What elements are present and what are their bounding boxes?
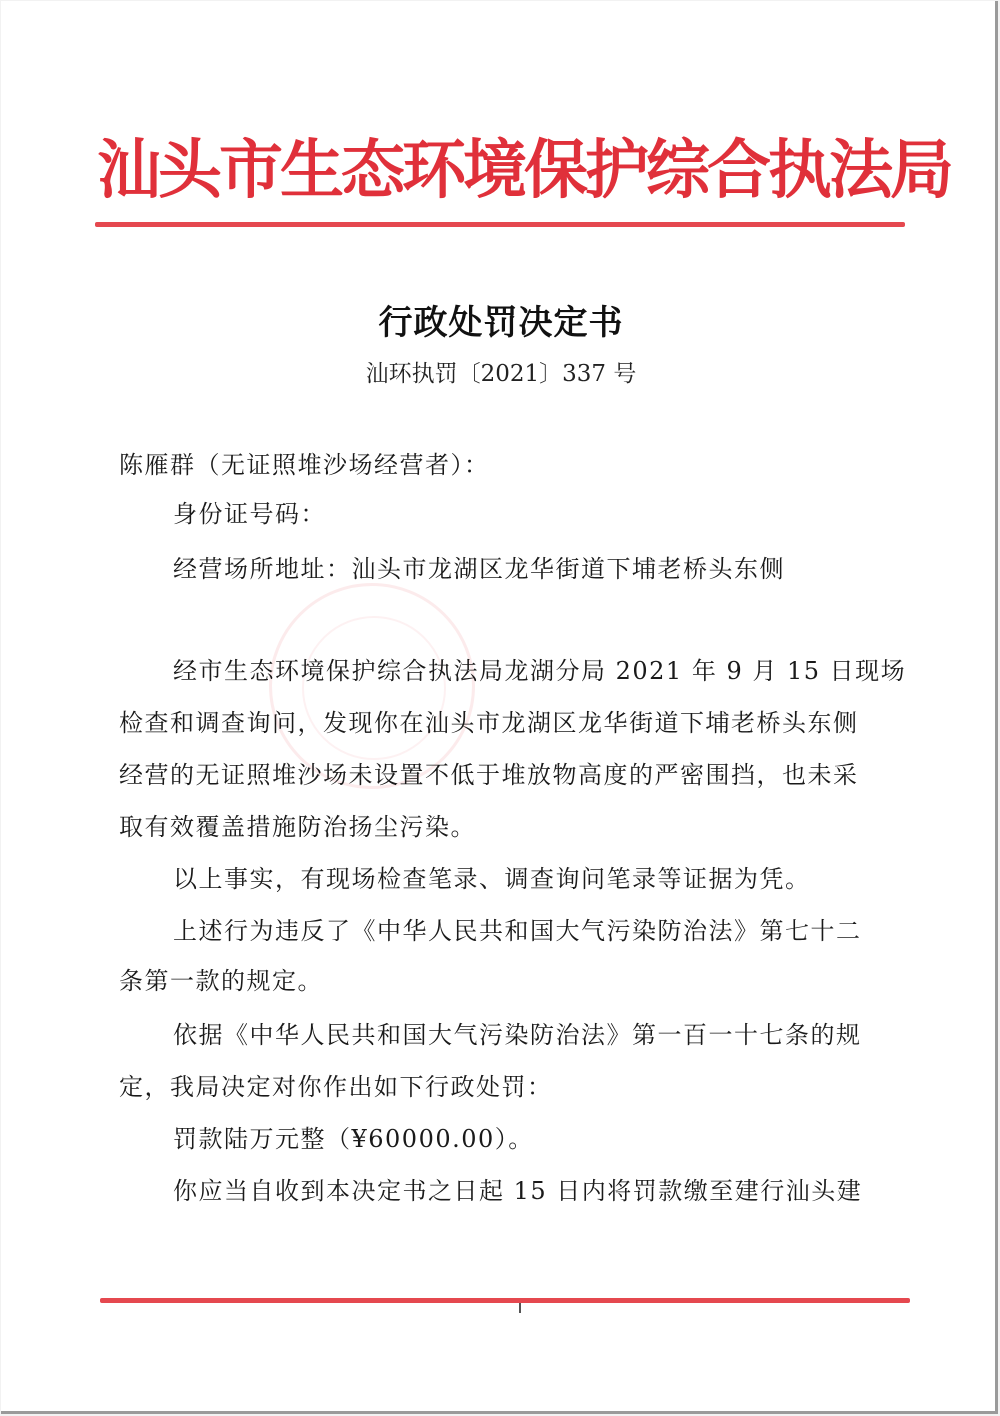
red-header-rule (95, 222, 905, 227)
body-line: 上述行为违反了《中华人民共和国大气污染防治法》第七十二 (173, 917, 862, 945)
body-line: 依据《中华人民共和国大气污染防治法》第一百一十七条的规 (173, 1021, 862, 1049)
party-name: 陈雁群（无证照堆沙场经营者）： (119, 451, 490, 479)
body-line: 以上事实，有现场检查笔录、调查询问笔录等证据为凭。 (173, 865, 811, 893)
body-line: 检查和调查询问，发现你在汕头市龙湖区龙华街道下埔老桥头东侧 (119, 709, 859, 737)
body-line: 你应当自收到本决定书之日起 15 日内将罚款缴至建行汕头建 (173, 1177, 863, 1205)
document-title: 行政处罚决定书 (378, 303, 624, 343)
body-line: 经营的无证照堆沙场未设置不低于堆放物高度的严密围挡，也未采 (119, 761, 859, 789)
business-address: 经营场所地址：汕头市龙湖区龙华街道下埔老桥头东侧 (173, 555, 785, 583)
issuer-header: 汕头市生态环境保护综合执法局 (97, 133, 951, 208)
body-line: 定，我局决定对你作出如下行政处罚： (119, 1073, 553, 1101)
document-number: 汕环执罚〔2021〕337 号 (365, 361, 637, 387)
red-footer-rule (100, 1298, 910, 1303)
body-line: 条第一款的规定。 (119, 967, 323, 995)
body-line: 取有效覆盖措施防治扬尘污染。 (119, 813, 476, 841)
id-number-label: 身份证号码： (173, 500, 326, 528)
body-line: 经市生态环境保护综合执法局龙湖分局 2021 年 9 月 15 日现场 (173, 657, 907, 685)
document-page (1, 1, 998, 1414)
penalty-amount: 罚款陆万元整（¥60000.00）。 (173, 1125, 534, 1153)
page-tick-mark (519, 1303, 521, 1313)
